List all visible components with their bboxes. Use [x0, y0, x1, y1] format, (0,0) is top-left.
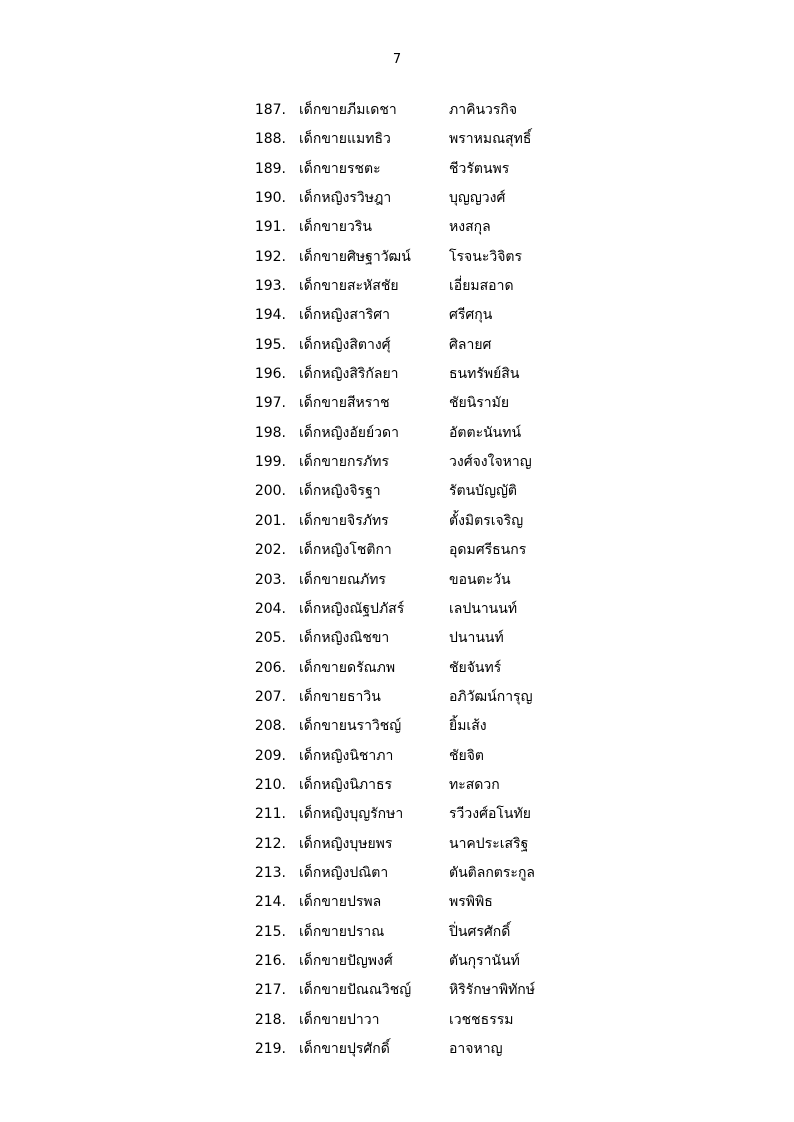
list-item: [0, 742, 794, 771]
student-first-name: เด็กขายปาวา: [299, 1011, 380, 1028]
student-first-name: เด็กขายสีหราช: [299, 395, 390, 412]
student-last-name: ตันกุรานันท์: [449, 952, 520, 969]
list-item: [0, 683, 794, 712]
student-last-name: ชีวรัตนพร: [449, 160, 510, 177]
student-last-name: อัตตะนันทน์: [449, 424, 522, 441]
student-last-name: อุดมศรีธนกร: [449, 542, 527, 559]
student-first-name: เด็กขายกรภัทร: [299, 454, 389, 471]
student-last-name: ชัยจิต: [449, 747, 484, 764]
item-number: 197.: [254, 395, 286, 412]
list-item: [0, 477, 794, 506]
item-number: 188.: [254, 131, 286, 148]
item-number: 201.: [254, 512, 286, 529]
student-first-name: เด็กขายวริน: [299, 219, 372, 236]
item-number: 202.: [254, 542, 286, 559]
student-last-name: ปนานนท์: [449, 630, 504, 647]
item-number: 193.: [254, 278, 286, 295]
item-number: 190.: [254, 190, 286, 207]
item-number: 219.: [254, 1041, 286, 1057]
student-last-name: ชัยจันทร์: [449, 659, 502, 676]
list-item: [0, 918, 794, 947]
item-number: 192.: [254, 248, 286, 265]
student-last-name: อาจหาญ: [449, 1041, 503, 1057]
item-number: 189.: [254, 160, 286, 177]
item-number: 199.: [254, 454, 286, 471]
student-last-name: ภาคินวรกิจ: [449, 102, 518, 118]
student-last-name: พรพิพิธ: [449, 894, 493, 911]
student-first-name: เด็กขายณภัทร: [299, 571, 386, 588]
list-item: [0, 301, 794, 330]
student-last-name: อภิวัฒน์การุญ: [449, 688, 533, 705]
student-last-name: เลปนานนท์: [449, 600, 518, 617]
student-first-name: เด็กขายปราณ: [299, 923, 385, 940]
list-item: [0, 331, 794, 360]
list-item: [0, 654, 794, 683]
student-first-name: เด็กขายปัญพงศ์: [299, 952, 393, 969]
student-first-name: เด็กขายปรพล: [299, 894, 382, 911]
list-item: [0, 566, 794, 595]
list-item: [0, 624, 794, 653]
student-last-name: ทะสดวก: [449, 776, 500, 793]
item-number: 215.: [254, 923, 286, 940]
student-last-name: ธนทรัพย์สิน: [449, 366, 520, 383]
student-first-name: เด็กขายแมทธิว: [299, 131, 391, 148]
item-number: 206.: [254, 659, 286, 676]
item-number: 194.: [254, 307, 286, 324]
student-last-name: ปิ่นศรศักดิ์: [449, 923, 511, 940]
student-last-name: ชัยนิรามัย: [449, 395, 510, 412]
item-number: 212.: [254, 835, 286, 852]
student-last-name: นาคประเสริฐ: [449, 835, 529, 852]
student-first-name: เด็กหญิงอัยย์วดา: [299, 424, 399, 441]
item-number: 204.: [254, 600, 286, 617]
student-last-name: ยิ้มเส้ง: [449, 718, 487, 735]
student-first-name: เด็กหญิงณัฐปภัสร์: [299, 600, 405, 617]
student-first-name: เด็กหญิงบุญรักษา: [299, 806, 404, 823]
item-number: 213.: [254, 864, 286, 881]
student-first-name: เด็กขายดรัณภพ: [299, 659, 396, 676]
item-number: 209.: [254, 747, 286, 764]
student-last-name: บุญญวงศ์: [449, 190, 506, 207]
list-item: [0, 155, 794, 184]
list-item: [0, 830, 794, 859]
item-number: 203.: [254, 571, 286, 588]
student-last-name: ตั้งมิตรเจริญ: [449, 512, 524, 529]
list-item: [0, 859, 794, 888]
list-item: [0, 771, 794, 800]
student-last-name: วงศ์จงใจหาญ: [449, 454, 532, 471]
item-number: 195.: [254, 336, 286, 353]
student-first-name: เด็กหญิงรวิษฎา: [299, 190, 392, 207]
student-first-name: เด็กหญิงณิชขา: [299, 630, 390, 647]
student-first-name: เด็กหญิงสาริศา: [299, 307, 391, 324]
student-last-name: ตันติลกตระกูล: [449, 864, 535, 881]
student-first-name: เด็กหญิงนิชาภา: [299, 747, 394, 764]
item-number: 200.: [254, 483, 286, 500]
list-item: [0, 507, 794, 536]
item-number: 208.: [254, 718, 286, 735]
list-item: [0, 1035, 794, 1064]
item-number: 211.: [254, 806, 286, 823]
student-last-name: รวีวงศ์อโนทัย: [449, 806, 531, 823]
student-first-name: เด็กหญิงนิภาธร: [299, 776, 393, 793]
list-item: [0, 800, 794, 829]
list-item: [0, 536, 794, 565]
student-last-name: หงสกุล: [449, 219, 491, 236]
student-first-name: เด็กหญิงโชติกา: [299, 542, 392, 559]
student-first-name: เด็กขายศิษฐาวัฒน์: [299, 248, 411, 265]
list-item: [0, 96, 794, 125]
student-last-name: เวชชธรรม: [449, 1011, 514, 1028]
list-item: [0, 712, 794, 741]
student-first-name: เด็กหญิงสิตางศุ์: [299, 336, 391, 353]
student-first-name: เด็กหญิงบุษยพร: [299, 835, 393, 852]
list-item: [0, 419, 794, 448]
item-number: 205.: [254, 630, 286, 647]
item-number: 187.: [254, 102, 286, 118]
item-number: 218.: [254, 1011, 286, 1028]
item-number: 207.: [254, 688, 286, 705]
list-item: [0, 272, 794, 301]
list-item: [0, 947, 794, 976]
student-first-name: เด็กขายจิรภัทร: [299, 512, 389, 529]
item-number: 217.: [254, 982, 286, 999]
name-list: [0, 96, 794, 1064]
student-last-name: เอี่ยมสอาด: [449, 278, 514, 295]
student-last-name: ขอนตะวัน: [449, 571, 511, 588]
student-first-name: เด็กขายปุรศักดิ์: [299, 1041, 390, 1057]
list-item: [0, 243, 794, 272]
student-last-name: โรจนะวิจิตร: [449, 248, 523, 265]
student-first-name: เด็กขายสะหัสชัย: [299, 278, 399, 295]
student-first-name: เด็กขายรชตะ: [299, 160, 381, 177]
item-number: 198.: [254, 424, 286, 441]
item-number: 191.: [254, 219, 286, 236]
item-number: 214.: [254, 894, 286, 911]
list-item: [0, 125, 794, 154]
list-item: [0, 448, 794, 477]
student-last-name: ศรีศกุน: [449, 307, 493, 324]
page-number: 7: [392, 52, 402, 67]
student-first-name: เด็กขายธาวิน: [299, 688, 381, 705]
student-last-name: หิริรักษาพิทักษ์: [449, 982, 535, 999]
list-item: [0, 1006, 794, 1035]
student-last-name: พราหมณสุทธิ์: [449, 131, 532, 148]
list-item: [0, 184, 794, 213]
list-item: [0, 888, 794, 917]
student-first-name: เด็กขายนราวิชญ์: [299, 718, 402, 735]
student-first-name: เด็กหญิงสิริกัลยา: [299, 366, 399, 383]
list-item: [0, 360, 794, 389]
item-number: 210.: [254, 776, 286, 793]
student-last-name: ศิลายศ: [449, 336, 492, 353]
student-first-name: เด็กขายปัณณวิชญ์: [299, 982, 412, 999]
list-item: [0, 595, 794, 624]
item-number: 196.: [254, 366, 286, 383]
student-first-name: เด็กขายภีมเดชา: [299, 102, 397, 118]
student-first-name: เด็กหญิงปณิตา: [299, 864, 389, 881]
student-last-name: รัตนบัญญัติ: [449, 483, 518, 500]
student-first-name: เด็กหญิงจิรฐา: [299, 483, 381, 500]
list-item: [0, 976, 794, 1005]
list-item: [0, 213, 794, 242]
list-item: [0, 389, 794, 418]
item-number: 216.: [254, 952, 286, 969]
